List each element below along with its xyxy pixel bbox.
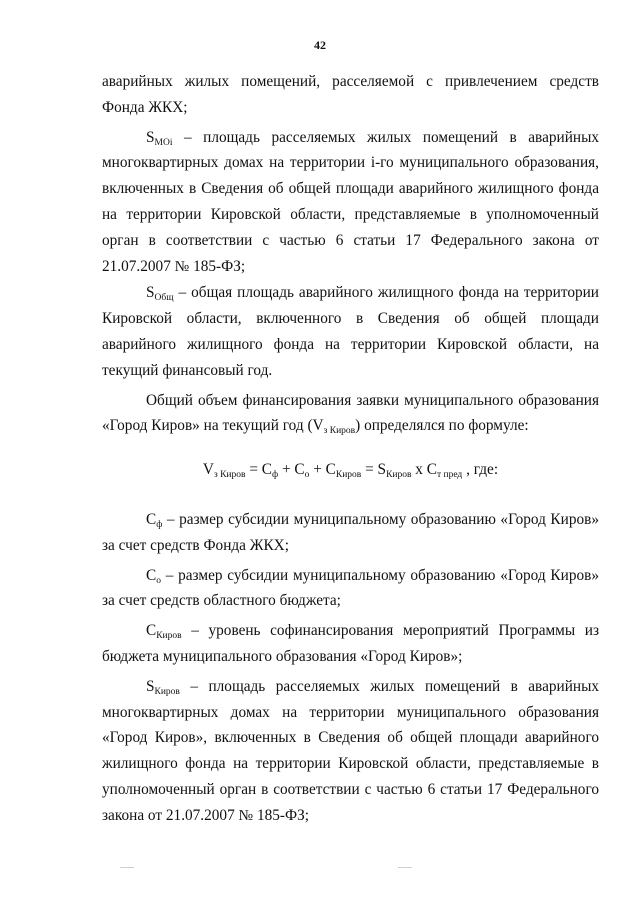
formula-v: V <box>202 461 214 479</box>
symbol-subscript: о <box>156 575 161 586</box>
symbol-c: C <box>146 510 157 528</box>
symbol-s: S <box>146 677 155 695</box>
page-number: 42 <box>314 38 326 52</box>
definition-text: – общая площадь аварийного жилищного фонда на территории Кировской области, включенного в Сведения об общей площади аварийного жилищного фонда на территории Кировской области, на текущий финансовый год. <box>102 284 599 379</box>
definition-c-kirov <box>102 618 599 670</box>
paragraph-intro <box>102 69 599 95</box>
formula-v-subscript: з Киров <box>213 470 246 481</box>
symbol-subscript: Киров <box>154 686 180 697</box>
symbol-subscript: ф <box>156 519 163 530</box>
symbol-subscript: Киров <box>156 631 182 642</box>
formula-sk-subscript: Киров <box>386 470 412 481</box>
paragraph-intro-line1: аварийных жилых помещений, расселяемой с привлечением средств <box>102 73 599 90</box>
formula-part: + C <box>309 461 336 479</box>
symbol-c: C <box>146 622 157 640</box>
formula-cf-subscript: ф <box>272 470 279 481</box>
definition-s-kirov <box>102 674 599 829</box>
paragraph-text: ) определялся по формуле: <box>355 417 529 435</box>
definition-text: – уровень софинансирования мероприятий Программы из бюджета муниципального образования «Город Киров»; <box>102 622 599 665</box>
formula-ck-subscript: Киров <box>335 470 362 481</box>
document-body <box>102 69 599 829</box>
definition-text: – размер субсидии муниципальному образованию «Город Киров» за счет средств Фонда ЖКХ; <box>102 510 599 554</box>
symbol-subscript: Общ <box>154 293 174 304</box>
definition-text: – размер субсидии муниципальному образованию «Город Киров» за счет средств областного бюджета; <box>102 566 599 610</box>
formula-part: = C <box>245 461 272 479</box>
formula <box>102 457 599 483</box>
scan-mark-left <box>120 867 134 868</box>
formula-part: + C <box>278 461 305 479</box>
symbol-c: C <box>146 566 157 584</box>
formula-tail: , где: <box>462 461 499 479</box>
symbol-subscript: MOi <box>154 137 173 148</box>
formula-part: x C <box>411 461 437 479</box>
symbol-s: S <box>146 284 155 302</box>
paragraph-text: Общий объем финансирования заявки муниципального образования «Город Киров» на текущий год (V <box>102 391 599 435</box>
paragraph-intro-line2: Фонда ЖКХ; <box>102 98 188 116</box>
symbol-subscript: з Киров <box>323 426 356 437</box>
definition-text: – площадь расселяемых жилых помещений в аварийных многоквартирных домах на территории муниципального образования «Город Киров», включенных в Сведения об общей площади аварийного жилищного фонда на территории Кировской области, представляемые в уполномоченный орган в соответствии с частью 6 статьи 17 Федерального закона от 21.07.2007 № 185-ФЗ; <box>102 677 599 824</box>
scan-mark-right <box>398 867 412 868</box>
definition-text: – площадь расселяемых жилых помещений в аварийных многоквартирных домах на территории i-го муниципального образования, включенных в Сведения об общей площади аварийного жилищного фонда на территории Кировской области, представляемые в уполномоченный орган в соответствии с частью 6 статьи 17 Федерального закона от 21.07.2007 № 185-ФЗ; <box>102 128 599 275</box>
definition-c-f <box>102 507 599 559</box>
paragraph-total-financing <box>102 388 599 440</box>
definition-c-o <box>102 563 599 615</box>
formula-co-subscript: о <box>304 470 310 481</box>
paragraph-intro-end <box>102 95 599 121</box>
formula-ct-subscript: т пред <box>436 470 463 481</box>
definition-s-moi <box>102 125 599 280</box>
symbol-s: S <box>146 128 155 146</box>
definition-s-obsh <box>102 280 599 383</box>
formula-part: = S <box>361 461 387 479</box>
